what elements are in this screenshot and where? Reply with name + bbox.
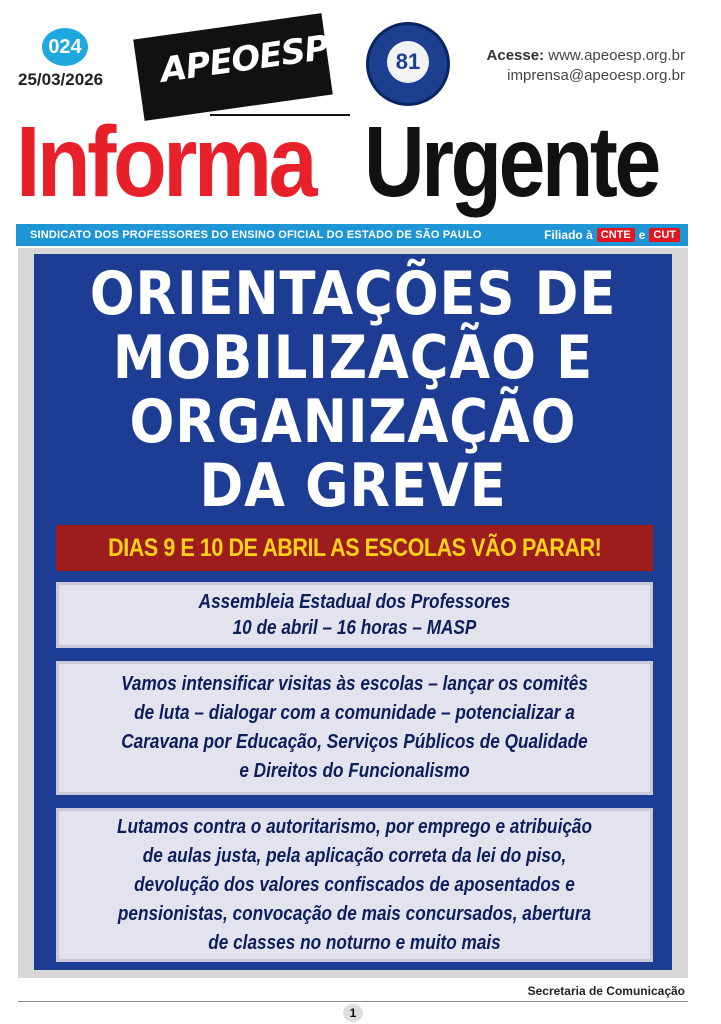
- actions-line-3: Caravana por Educação, Serviços Públicos de Qualidade: [121, 731, 588, 753]
- title-line-4: DA GREVE: [199, 451, 507, 521]
- website-link[interactable]: www.apeoesp.org.br: [548, 47, 685, 64]
- footer-rule: [18, 1001, 688, 1002]
- actions-box: [56, 661, 653, 795]
- contact-info: [487, 46, 685, 86]
- seal-number: 81: [387, 41, 429, 83]
- actions-line-4: e Direitos do Funcionalismo: [239, 760, 470, 782]
- cnte-logo: CNTE: [597, 228, 635, 242]
- strike-dates-banner: [56, 525, 653, 571]
- strike-dates-text: DIAS 9 E 10 DE ABRIL AS ESCOLAS VÃO PARAR!: [107, 533, 602, 562]
- actions-line-1: Vamos intensificar visitas às escolas – lançar os comitês: [121, 673, 588, 695]
- demands-line-2: de aulas justa, pela aplicação correta da lei do piso,: [142, 844, 567, 867]
- masthead-urgente: Urgente: [364, 106, 658, 218]
- affiliation-separator: e: [638, 228, 646, 242]
- affiliation: [544, 228, 680, 242]
- masthead-informa: Informa: [16, 106, 315, 218]
- demands-box: [56, 808, 653, 962]
- affiliation-label: Filiado à: [544, 228, 593, 242]
- footer-department: Secretaria de Comunicação: [527, 984, 685, 998]
- assembly-box: [56, 582, 653, 648]
- demands-line-5: de classes no noturno e muito mais: [208, 931, 501, 954]
- actions-line-2: de luta – dialogar com a comunidade – potencializar a: [134, 702, 575, 724]
- issue-date: 25/03/2026: [18, 70, 104, 89]
- demands-line-4: pensionistas, convocação de mais concursados, abertura: [117, 902, 592, 925]
- apeoesp-logo: APEOESP: [157, 27, 331, 91]
- union-bar: [16, 224, 688, 246]
- assembly-line-2: 10 de abril – 16 horas – MASP: [232, 617, 477, 639]
- title-line-3: ORGANIZAÇÃO: [129, 387, 577, 457]
- email-link[interactable]: imprensa@apeoesp.org.br: [507, 67, 685, 84]
- demands-line-1: Lutamos contra o autoritarismo, por emprego e atribuição: [116, 815, 592, 838]
- issue-number-badge: 024: [42, 28, 88, 66]
- cut-logo: CUT: [649, 228, 680, 242]
- demands-line-3: devolução dos valores confiscados de aposentados e: [134, 873, 575, 896]
- page-title: [34, 259, 672, 521]
- union-name: SINDICATO DOS PROFESSORES DO ENSINO OFICIAL DO ESTADO DE SÃO PAULO: [30, 229, 482, 241]
- title-line-1: ORIENTAÇÕES DE: [89, 259, 617, 329]
- contact-label: Acesse:: [486, 47, 545, 64]
- title-line-2: MOBILIZAÇÃO E: [112, 323, 594, 393]
- page-number: 1: [343, 1004, 363, 1022]
- assembly-line-1: Assembleia Estadual dos Professores: [198, 591, 511, 613]
- anniversary-seal: [366, 22, 450, 106]
